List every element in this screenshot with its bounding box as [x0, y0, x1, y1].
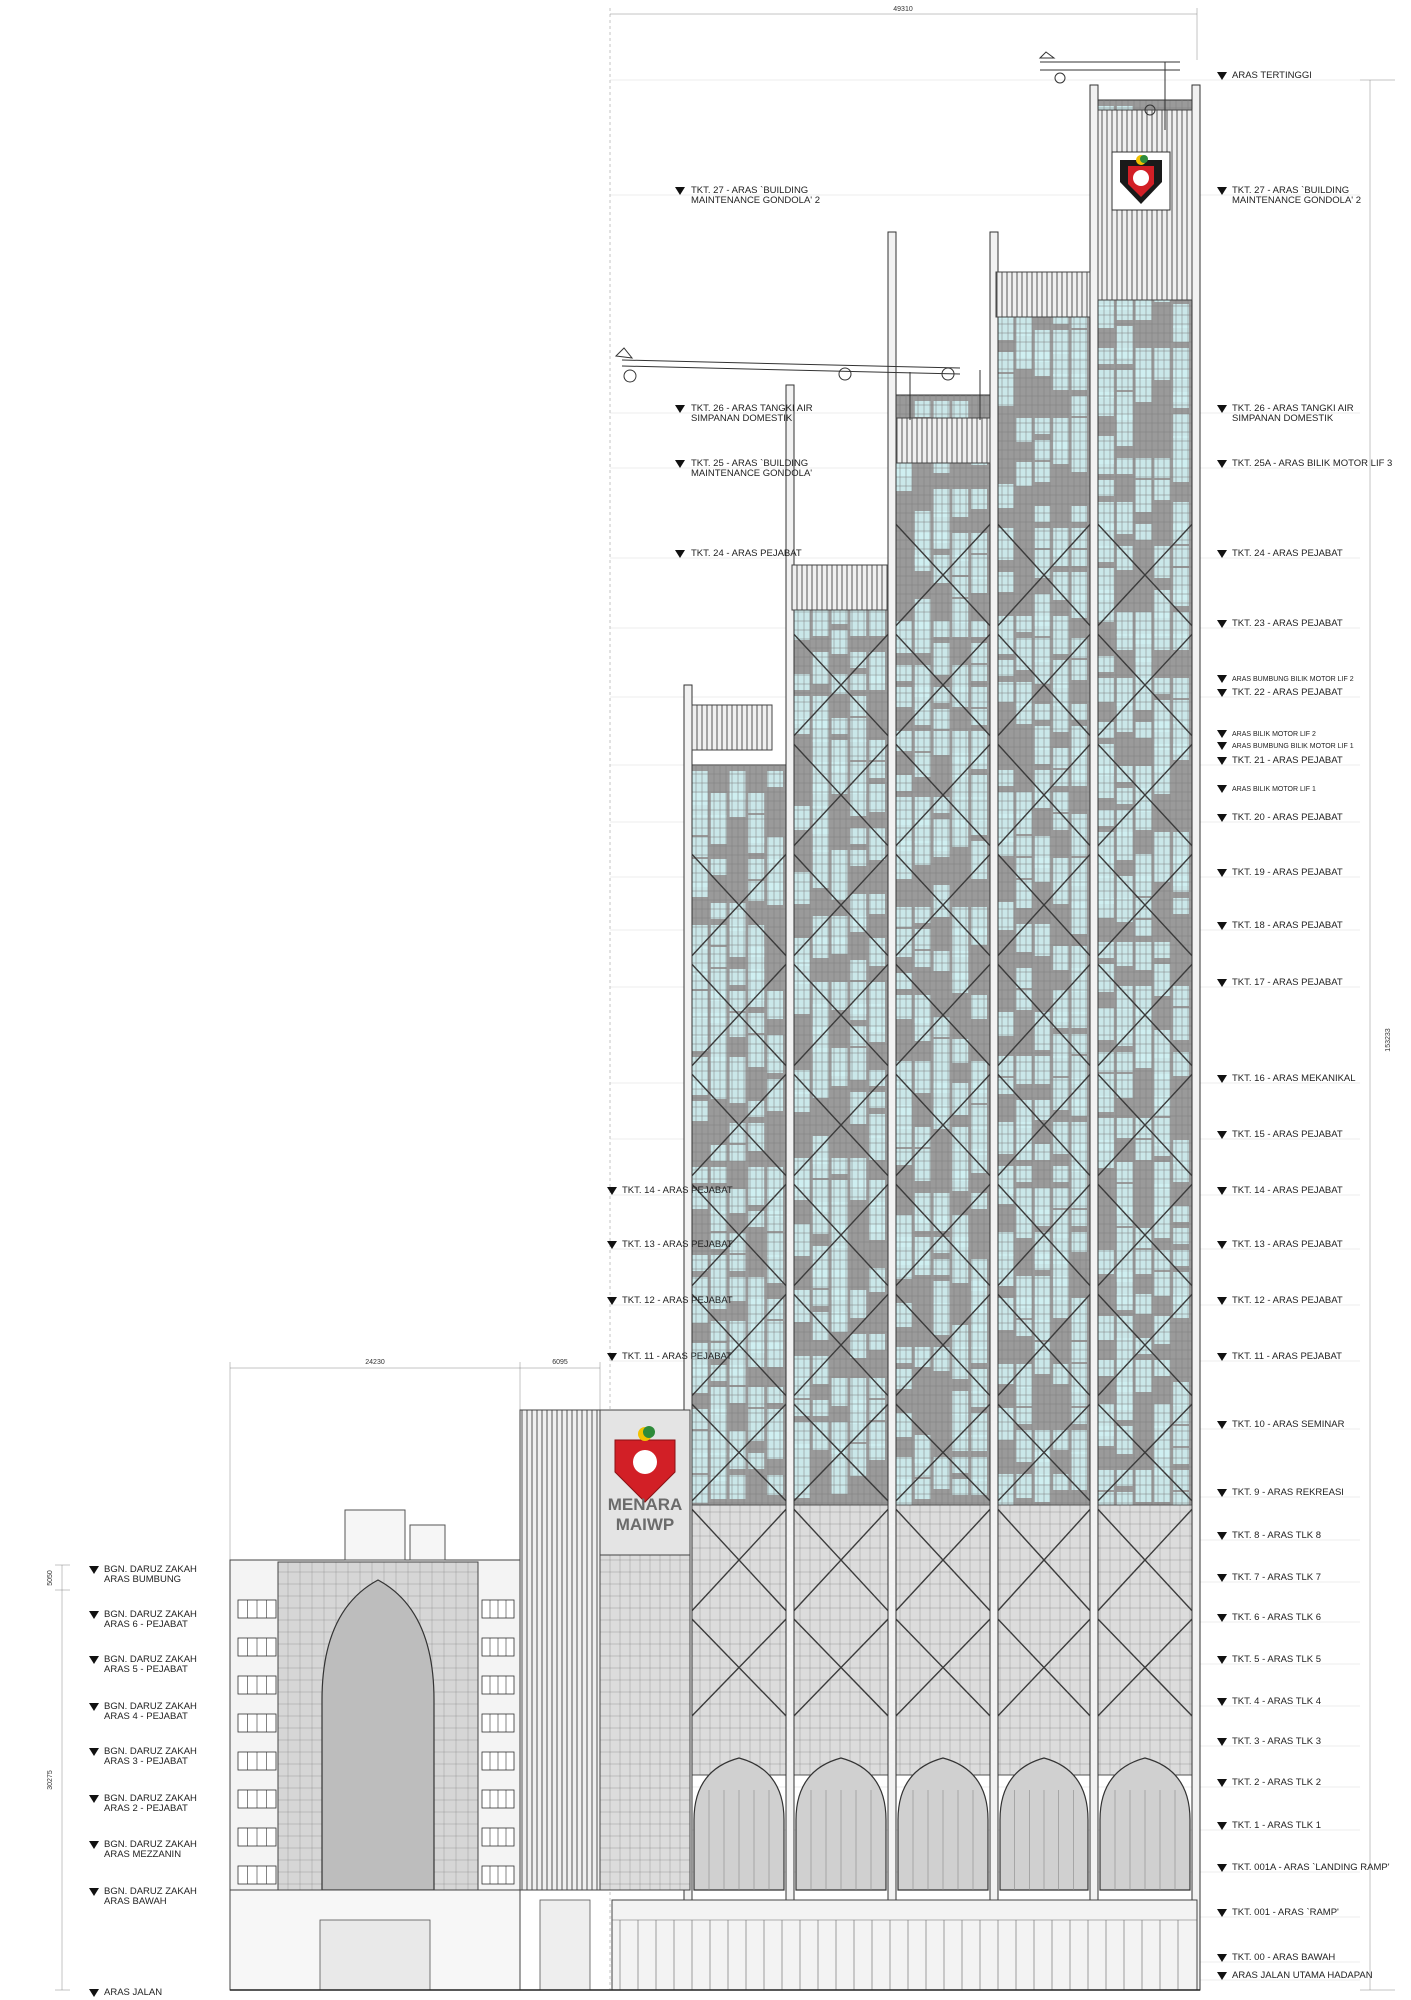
level-label: TKT. 001A - ARAS `LANDING RAMP': [1232, 1862, 1390, 1873]
level-label: TKT. 7 - ARAS TLK 7: [1232, 1572, 1322, 1583]
level-marker: [1217, 1779, 1227, 1787]
tower-width-dim: 49310: [893, 6, 913, 13]
level-label: MAINTENANCE GONDOLA': [691, 468, 813, 479]
level-label: BGN. DARUZ ZAKAH: [104, 1564, 197, 1575]
curtain-wall-grid: [994, 280, 1094, 1505]
level-label: TKT. 27 - ARAS `BUILDING: [1232, 185, 1350, 196]
level-label: TKT. 1 - ARAS TLK 1: [1232, 1820, 1322, 1831]
level-label: TKT. 2 - ARAS TLK 2: [1232, 1777, 1322, 1788]
level-label: TKT. 12 - ARAS PEJABAT: [1232, 1295, 1343, 1306]
level-marker: [675, 187, 685, 195]
level-marker: [607, 1353, 617, 1361]
level-marker: [1217, 1954, 1227, 1962]
level-label: TKT. 18 - ARAS PEJABAT: [1232, 920, 1343, 931]
level-marker: [1217, 1738, 1227, 1746]
level-label: TKT. 24 - ARAS PEJABAT: [1232, 548, 1343, 559]
link-width-dim: 6095: [552, 1359, 568, 1366]
level-label: TKT. 25 - ARAS `BUILDING: [691, 458, 809, 469]
level-label: ARAS 4 - PEJABAT: [104, 1711, 188, 1722]
level-label: TKT. 12 - ARAS PEJABAT: [622, 1295, 733, 1306]
level-marker: [1217, 1864, 1227, 1872]
level-label: ARAS 6 - PEJABAT: [104, 1619, 188, 1630]
annex-width-dim: 24230: [365, 1359, 385, 1366]
level-marker: [1217, 1574, 1227, 1582]
level-label: BGN. DARUZ ZAKAH: [104, 1701, 197, 1712]
louvre-screen: [896, 418, 990, 463]
level-label: MAINTENANCE GONDOLA' 2: [1232, 195, 1362, 206]
level-label: ARAS BILIK MOTOR LIF 2: [1232, 731, 1316, 738]
level-marker: [1217, 550, 1227, 558]
level-marker: [1217, 1489, 1227, 1497]
level-marker: [89, 1703, 99, 1711]
level-marker: [1217, 1614, 1227, 1622]
level-marker: [1217, 187, 1227, 195]
level-marker: [89, 1989, 99, 1997]
level-marker: [1217, 742, 1227, 750]
level-label: TKT. 16 - ARAS MEKANIKAL: [1232, 1073, 1356, 1084]
level-marker: [607, 1241, 617, 1249]
level-label: ARAS BILIK MOTOR LIF 1: [1232, 786, 1316, 793]
level-marker: [1217, 922, 1227, 930]
curtain-wall-grid: [688, 765, 790, 1505]
level-marker: [1217, 1656, 1227, 1664]
level-label: ARAS TERTINGGI: [1232, 70, 1312, 81]
level-marker: [1217, 460, 1227, 468]
level-marker: [675, 550, 685, 558]
level-marker: [89, 1566, 99, 1574]
level-marker: [1217, 730, 1227, 738]
level-marker: [1217, 675, 1227, 683]
tower-podium: [688, 1505, 1196, 1775]
level-label: TKT. 3 - ARAS TLK 3: [1232, 1736, 1322, 1747]
level-label: TKT. 15 - ARAS PEJABAT: [1232, 1129, 1343, 1140]
level-label: TKT. 22 - ARAS PEJABAT: [1232, 687, 1343, 698]
level-label: TKT. 13 - ARAS PEJABAT: [622, 1239, 733, 1250]
level-label: BGN. DARUZ ZAKAH: [104, 1746, 197, 1757]
level-marker: [1217, 1822, 1227, 1830]
level-label: SIMPANAN DOMESTIK: [1232, 413, 1334, 424]
level-label: BGN. DARUZ ZAKAH: [104, 1609, 197, 1620]
level-marker: [89, 1795, 99, 1803]
level-marker: [1217, 979, 1227, 987]
level-label: TKT. 14 - ARAS PEJABAT: [1232, 1185, 1343, 1196]
level-label: TKT. 20 - ARAS PEJABAT: [1232, 812, 1343, 823]
level-marker: [1217, 1241, 1227, 1249]
level-marker: [1217, 785, 1227, 793]
tower-height-dim: 153233: [1385, 1028, 1392, 1052]
level-label: ARAS MEZZANIN: [104, 1849, 182, 1860]
level-marker: [1217, 1353, 1227, 1361]
curtain-wall-grid: [1094, 100, 1196, 1505]
level-label: TKT. 14 - ARAS PEJABAT: [622, 1185, 733, 1196]
level-label: ARAS JALAN: [104, 1987, 163, 1998]
level-marker: [1217, 757, 1227, 765]
level-marker: [607, 1297, 617, 1305]
curtain-wall-grid: [892, 395, 994, 1505]
level-marker: [1217, 405, 1227, 413]
louvre-screen: [792, 565, 888, 610]
level-label: TKT. 26 - ARAS TANGKI AIR: [1232, 403, 1354, 414]
annex-arch-window: [322, 1580, 434, 1890]
level-label: TKT. 10 - ARAS SEMINAR: [1232, 1419, 1345, 1430]
level-label: MAINTENANCE GONDOLA' 2: [691, 195, 821, 206]
level-label: ARAS 2 - PEJABAT: [104, 1803, 188, 1814]
level-label: BGN. DARUZ ZAKAH: [104, 1839, 197, 1850]
level-label: TKT. 4 - ARAS TLK 4: [1232, 1696, 1322, 1707]
level-marker: [89, 1748, 99, 1756]
tower-ground-arches: [694, 1758, 1190, 1890]
signage-line2: MAIWP: [615, 1515, 675, 1534]
level-label: TKT. 25A - ARAS BILIK MOTOR LIF 3: [1232, 458, 1393, 469]
level-marker: [1217, 620, 1227, 628]
level-label: TKT. 21 - ARAS PEJABAT: [1232, 755, 1343, 766]
level-marker: [1217, 1297, 1227, 1305]
tower-top-logo: [1112, 152, 1170, 210]
level-marker: [1217, 1698, 1227, 1706]
level-marker: [89, 1611, 99, 1619]
level-label: TKT. 001 - ARAS `RAMP': [1232, 1907, 1339, 1918]
level-label: ARAS BUMBUNG BILIK MOTOR LIF 1: [1232, 743, 1354, 750]
level-label: TKT. 8 - ARAS TLK 8: [1232, 1530, 1322, 1541]
level-label: TKT. 19 - ARAS PEJABAT: [1232, 867, 1343, 878]
annex-level-labels: [89, 1564, 197, 1998]
level-label: SIMPANAN DOMESTIK: [691, 413, 793, 424]
louvre-screen: [692, 705, 772, 750]
level-label: BGN. DARUZ ZAKAH: [104, 1654, 197, 1665]
level-label: ARAS 5 - PEJABAT: [104, 1664, 188, 1675]
level-marker: [1217, 1131, 1227, 1139]
column: [1192, 85, 1200, 1990]
level-label: TKT. 11 - ARAS PEJABAT: [622, 1351, 732, 1362]
level-marker: [675, 405, 685, 413]
level-label: BGN. DARUZ ZAKAH: [104, 1793, 197, 1804]
level-marker: [607, 1187, 617, 1195]
tower-level-labels-right: [1217, 70, 1392, 1981]
level-marker: [1217, 1075, 1227, 1083]
annex-height-dim: 30275: [47, 1770, 54, 1790]
level-label: TKT. 13 - ARAS PEJABAT: [1232, 1239, 1343, 1250]
level-marker: [1217, 1421, 1227, 1429]
level-label: TKT. 17 - ARAS PEJABAT: [1232, 977, 1343, 988]
level-marker: [1217, 1909, 1227, 1917]
level-label: TKT. 00 - ARAS BAWAH: [1232, 1952, 1336, 1963]
signage-line1: MENARA: [607, 1495, 683, 1514]
column: [990, 232, 998, 1990]
louvre-screen: [996, 272, 1090, 317]
level-label: BGN. DARUZ ZAKAH: [104, 1886, 197, 1897]
level-marker: [89, 1841, 99, 1849]
level-label: ARAS 3 - PEJABAT: [104, 1756, 188, 1767]
level-marker: [1217, 1532, 1227, 1540]
column: [786, 385, 794, 1990]
level-label: TKT. 26 - ARAS TANGKI AIR: [691, 403, 813, 414]
level-marker: [1217, 72, 1227, 80]
level-label: ARAS BUMBUNG BILIK MOTOR LIF 2: [1232, 676, 1354, 683]
tower-elevation: [612, 52, 1200, 1990]
level-marker: [675, 460, 685, 468]
annex-roof-dim: 5050: [47, 1570, 54, 1586]
level-marker: [89, 1888, 99, 1896]
level-label: TKT. 11 - ARAS PEJABAT: [1232, 1351, 1342, 1362]
level-label: TKT. 24 - ARAS PEJABAT: [691, 548, 802, 559]
level-marker: [89, 1656, 99, 1664]
level-marker: [1217, 1972, 1227, 1980]
level-label: TKT. 23 - ARAS PEJABAT: [1232, 618, 1343, 629]
level-marker: [1217, 689, 1227, 697]
tower-glass-bays: [688, 100, 1196, 1524]
level-marker: [1217, 1187, 1227, 1195]
tower-level-labels-left-upper: [675, 185, 820, 559]
level-marker: [1217, 869, 1227, 877]
level-label: ARAS BAWAH: [104, 1896, 167, 1907]
curtain-wall-grid: [790, 580, 892, 1505]
tower-ground-storefront: [612, 1900, 1197, 1990]
column: [888, 232, 896, 1990]
level-label: TKT. 5 - ARAS TLK 5: [1232, 1654, 1322, 1665]
level-label: ARAS BUMBUNG: [104, 1574, 182, 1585]
link-block: [520, 1410, 690, 1890]
level-label: TKT. 9 - ARAS REKREASI: [1232, 1487, 1344, 1498]
level-label: TKT. 6 - ARAS TLK 6: [1232, 1612, 1322, 1623]
column: [1090, 85, 1098, 1990]
level-label: ARAS JALAN UTAMA HADAPAN: [1232, 1970, 1373, 1981]
level-marker: [1217, 814, 1227, 822]
level-label: TKT. 27 - ARAS `BUILDING: [691, 185, 809, 196]
